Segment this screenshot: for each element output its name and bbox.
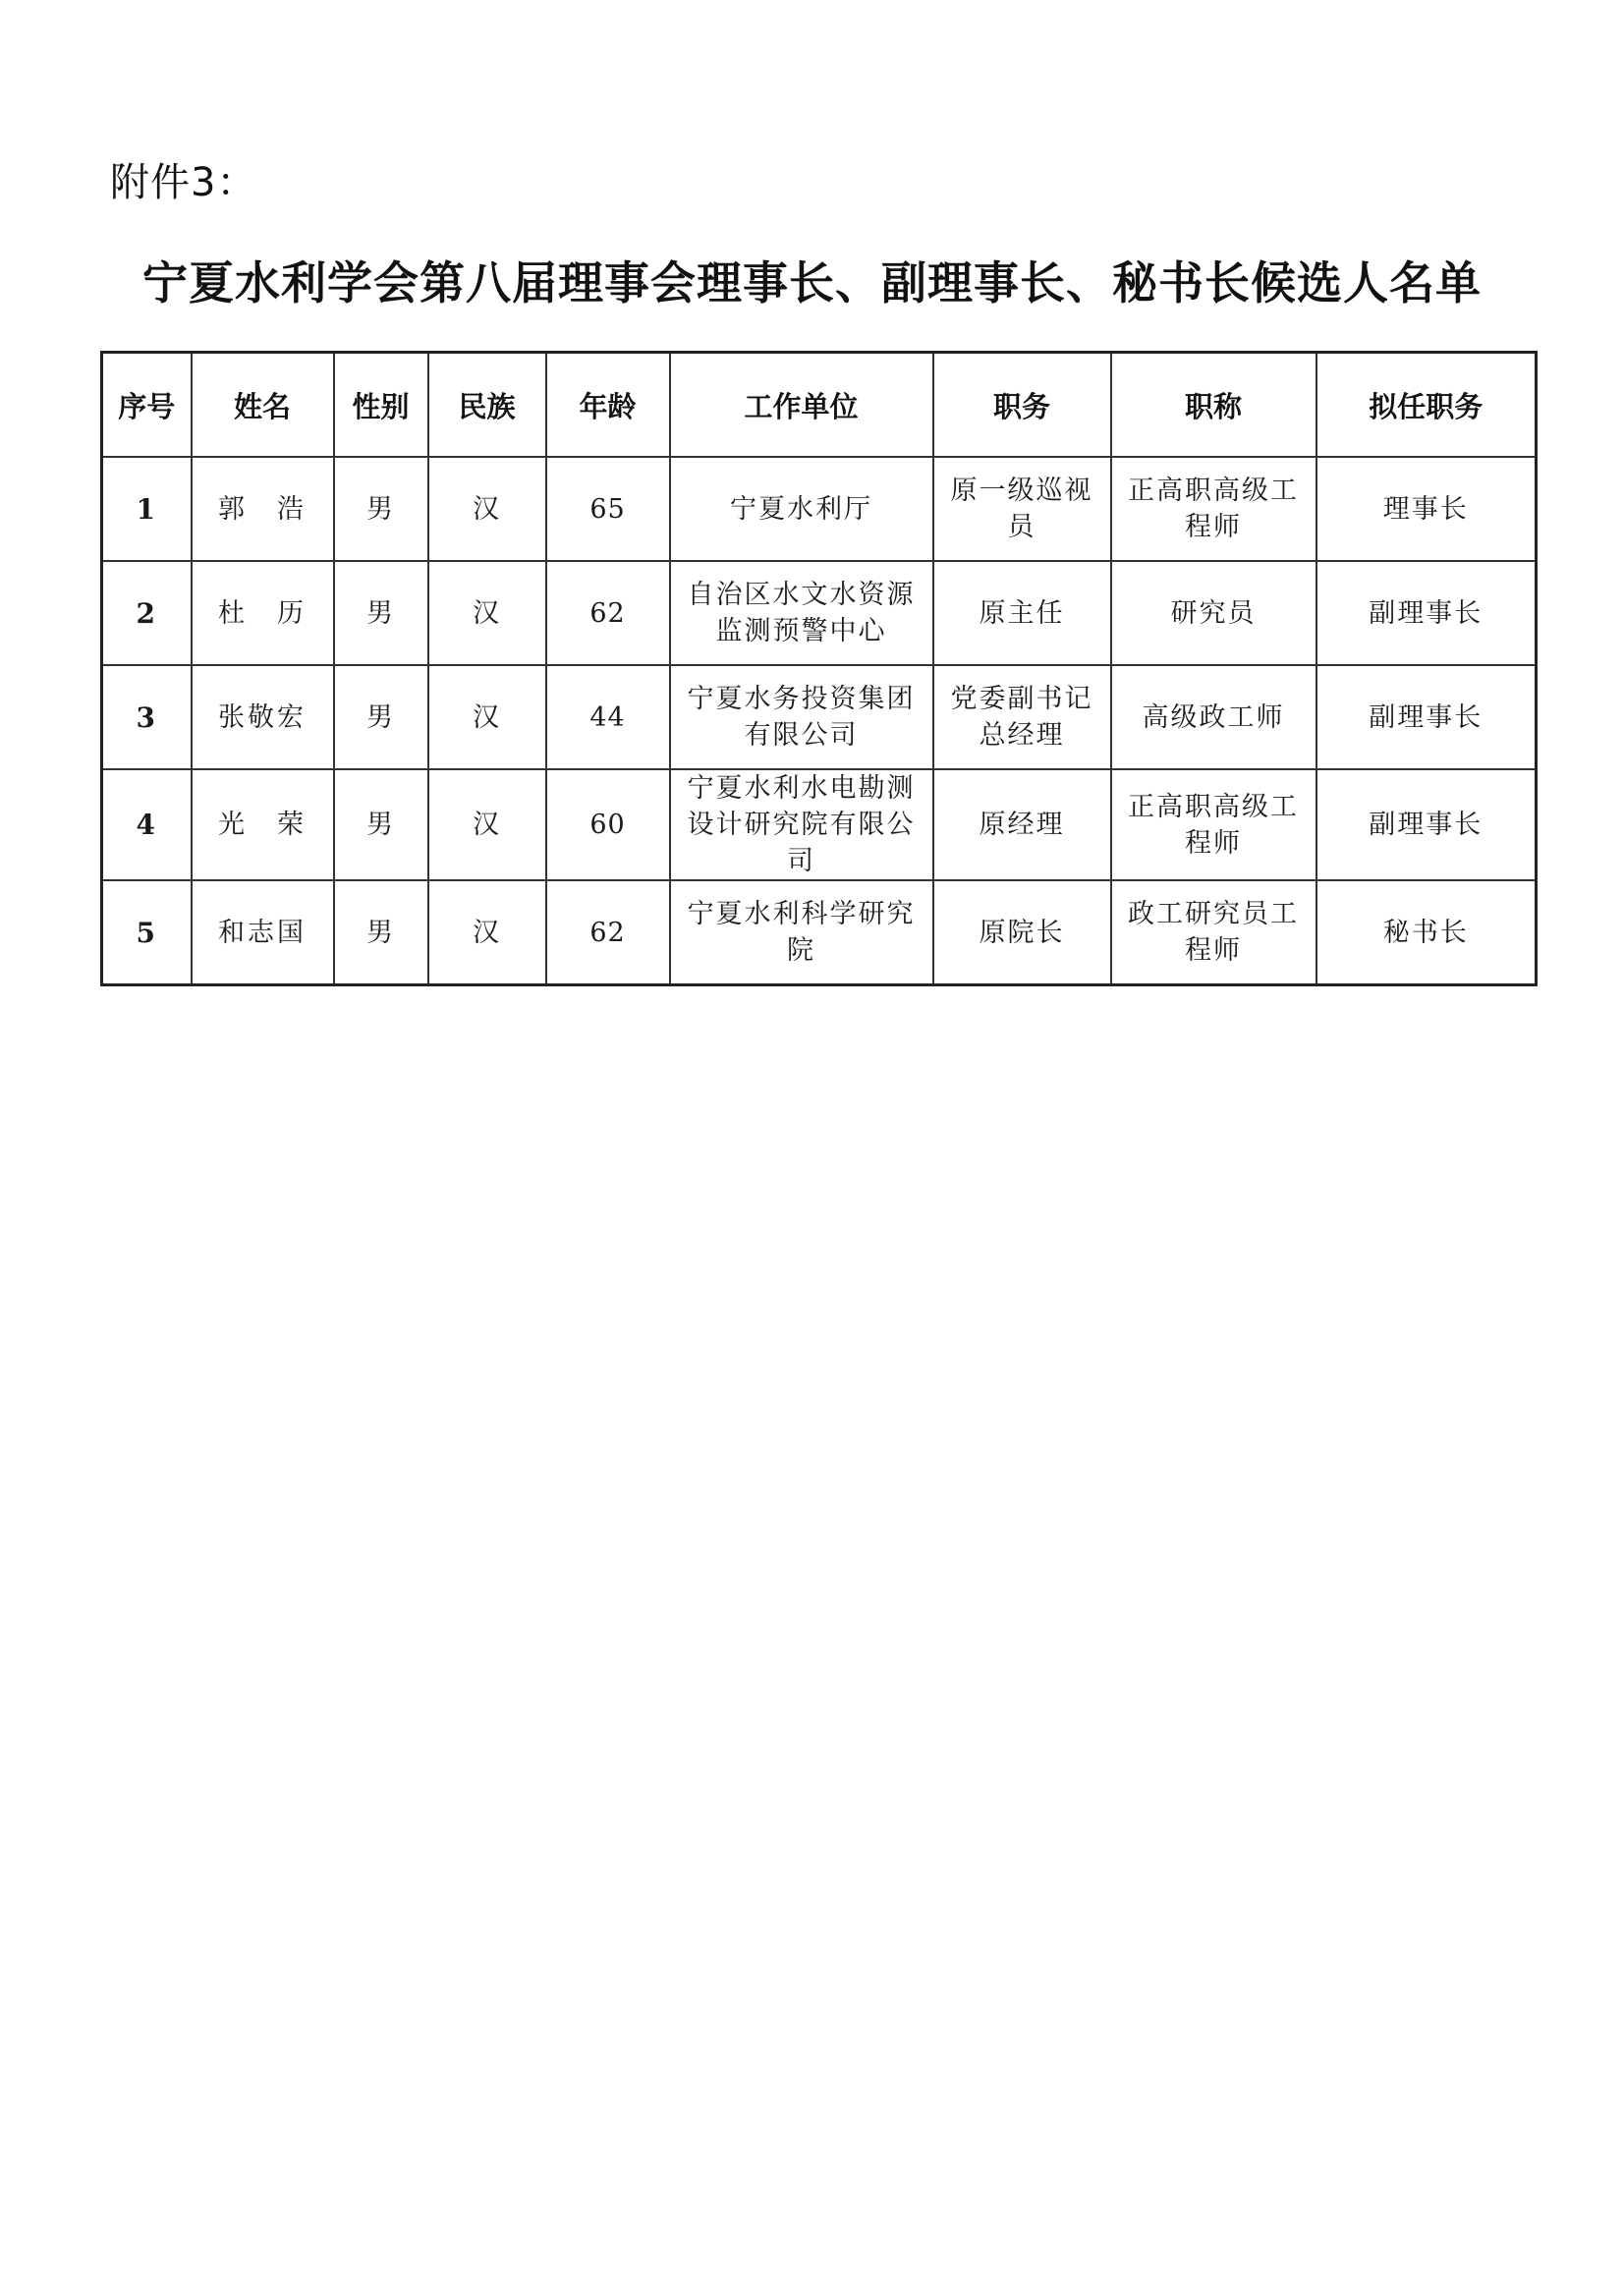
header-title: 职称: [1111, 353, 1316, 458]
cell-gender: 男: [334, 665, 428, 769]
cell-seq: 5: [102, 880, 192, 985]
cell-ethnicity: 汉: [428, 769, 546, 880]
cell-title: 高级政工师: [1111, 665, 1316, 769]
cell-workplace: 宁夏水利科学研究院: [670, 880, 933, 985]
cell-seq: 1: [102, 457, 192, 561]
cell-name: 杜 历: [192, 561, 334, 665]
cell-workplace: 宁夏水利厅: [670, 457, 933, 561]
cell-workplace: 宁夏水利水电勘测设计研究院有限公司: [670, 769, 933, 880]
cell-ethnicity: 汉: [428, 457, 546, 561]
cell-position: 党委副书记总经理: [933, 665, 1111, 769]
cell-gender: 男: [334, 880, 428, 985]
cell-position: 原主任: [933, 561, 1111, 665]
cell-gender: 男: [334, 457, 428, 561]
header-workplace: 工作单位: [670, 353, 933, 458]
cell-workplace: 宁夏水务投资集团有限公司: [670, 665, 933, 769]
cell-name: 和志国: [192, 880, 334, 985]
table-row: [102, 880, 1537, 985]
cell-age: 44: [546, 665, 670, 769]
cell-title: 正高职高级工程师: [1111, 769, 1316, 880]
cell-proposed-role: 理事长: [1316, 457, 1537, 561]
header-seq: 序号: [102, 353, 192, 458]
cell-position: 原经理: [933, 769, 1111, 880]
cell-ethnicity: 汉: [428, 880, 546, 985]
cell-position: 原院长: [933, 880, 1111, 985]
table-row: [102, 665, 1537, 769]
table-header-row: [102, 353, 1537, 458]
cell-proposed-role: 副理事长: [1316, 561, 1537, 665]
cell-seq: 4: [102, 769, 192, 880]
cell-age: 62: [546, 561, 670, 665]
table-row: [102, 561, 1537, 665]
cell-age: 62: [546, 880, 670, 985]
cell-position: 原一级巡视员: [933, 457, 1111, 561]
header-position: 职务: [933, 353, 1111, 458]
header-age: 年龄: [546, 353, 670, 458]
cell-workplace: 自治区水文水资源监测预警中心: [670, 561, 933, 665]
candidates-table: [100, 351, 1538, 986]
header-gender: 性别: [334, 353, 428, 458]
cell-title: 正高职高级工程师: [1111, 457, 1316, 561]
table-row: [102, 457, 1537, 561]
cell-ethnicity: 汉: [428, 665, 546, 769]
table-row: [102, 769, 1537, 880]
cell-seq: 2: [102, 561, 192, 665]
cell-gender: 男: [334, 769, 428, 880]
cell-gender: 男: [334, 561, 428, 665]
cell-name: 光 荣: [192, 769, 334, 880]
cell-seq: 3: [102, 665, 192, 769]
cell-name: 郭 浩: [192, 457, 334, 561]
cell-age: 65: [546, 457, 670, 561]
header-proposed-role: 拟任职务: [1316, 353, 1537, 458]
cell-proposed-role: 副理事长: [1316, 769, 1537, 880]
cell-proposed-role: 秘书长: [1316, 880, 1537, 985]
attachment-label: 附件3：: [110, 160, 257, 205]
cell-ethnicity: 汉: [428, 561, 546, 665]
header-ethnicity: 民族: [428, 353, 546, 458]
document-title: 宁夏水利学会第八届理事会理事长、副理事长、秘书长候选人名单: [142, 256, 1482, 309]
cell-title: 政工研究员工程师: [1111, 880, 1316, 985]
cell-age: 60: [546, 769, 670, 880]
header-name: 姓名: [192, 353, 334, 458]
cell-proposed-role: 副理事长: [1316, 665, 1537, 769]
cell-title: 研究员: [1111, 561, 1316, 665]
cell-name: 张敬宏: [192, 665, 334, 769]
